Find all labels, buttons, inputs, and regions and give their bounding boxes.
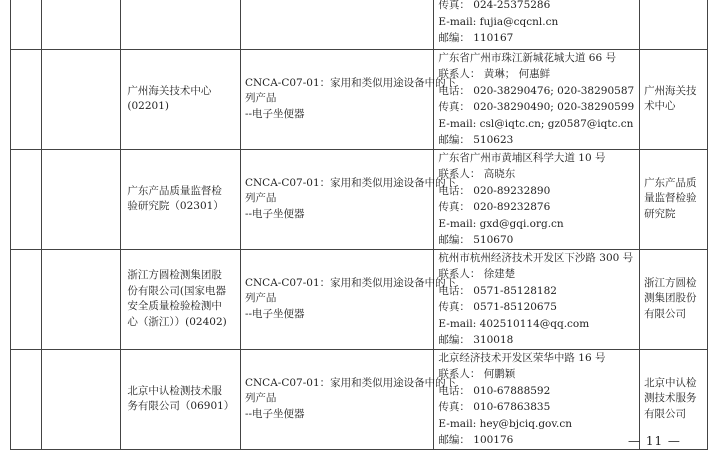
category-cell	[42, 49, 121, 149]
index-cell	[11, 349, 42, 449]
short-name-cell	[640, 249, 708, 349]
short-name-line: 有限公司	[644, 407, 687, 420]
organization-line: 验研究院（02301）	[127, 200, 224, 212]
short-name-line: 测集团股份	[644, 292, 697, 305]
organization-line: 北京中认检测技术服	[127, 384, 222, 397]
scope-cell	[240, 349, 457, 449]
index-cell	[11, 149, 42, 249]
contact-line: 电话： 010-67888592	[438, 384, 551, 397]
contact-line: 传真： 0571-85120675	[438, 301, 557, 313]
contact-line: E-mail: hey@bjciq.gov.cn	[438, 417, 573, 430]
organization-line: 浙江方圆检测集团股	[127, 269, 222, 281]
index-cell	[11, 49, 42, 149]
short-name-line: 量监督检验	[644, 192, 697, 205]
contact-line: 广东省广州市黄埔区科学大道 10 号	[438, 151, 606, 164]
contact-line: E-mail: gxd@gqi.org.cn	[438, 217, 564, 230]
contact-line: 联系人： 黄琳； 何惠鲜	[438, 68, 551, 80]
scope-line: --电子坐便器	[244, 307, 305, 320]
organization-line: 安全质量检验检测中	[127, 300, 222, 312]
contact-line: 联系人： 徐建楚	[438, 268, 516, 280]
organization-line: 广州海关技术中心	[127, 84, 212, 97]
scope-line: 列产品	[244, 92, 277, 105]
short-name-line: 北京中认检	[644, 376, 697, 389]
contact-line: E-mail: fujia@cqcnl.cn	[438, 15, 559, 28]
contact-line: 电话： 020-38290476; 020-38290587	[438, 84, 635, 97]
contact-line: E-mail: csl@iqtc.cn; gz0587@iqtc.cn	[438, 117, 634, 130]
contact-cell	[434, 149, 640, 249]
contact-cell	[434, 349, 640, 449]
short-name-line: 研究院	[644, 207, 676, 220]
organization-cell	[121, 49, 241, 149]
scope-cell	[240, 0, 433, 49]
contact-line: 联系人： 高晓东	[438, 168, 516, 180]
organization-line: (02201)	[127, 100, 170, 112]
scope-line: 列产品	[244, 292, 277, 305]
organization-cell	[121, 349, 241, 449]
lab-directory-table	[10, 0, 708, 450]
scope-line: CNCA-C07-01：家用和类似用途设备中的下	[244, 376, 457, 389]
short-name-cell	[640, 0, 708, 49]
short-name-line: 有限公司	[644, 307, 687, 320]
scope-cell	[240, 249, 457, 349]
table-row	[11, 249, 708, 349]
organization-cell	[121, 0, 241, 49]
contact-line: E-mail: 402510114@qq.com	[438, 317, 590, 330]
contact-cell	[434, 0, 640, 49]
contact-line: 联系人： 何鹏颖	[438, 368, 516, 380]
contact-line: 传真： 010-67863835	[438, 401, 551, 413]
scope-line: --电子坐便器	[244, 407, 305, 420]
organization-line: 心（浙江））(02402)	[127, 315, 227, 328]
category-cell	[42, 249, 121, 349]
short-name-line: 术中心	[644, 100, 676, 112]
short-name-line: 测技术服务	[644, 392, 697, 405]
contact-cell	[434, 49, 640, 149]
scope-line: --电子坐便器	[244, 107, 305, 120]
short-name-line: 广东产品质	[644, 176, 697, 189]
organization-line: 广东产品质量监督检	[127, 184, 222, 197]
scope-line: CNCA-C07-01：家用和类似用途设备中的下	[244, 176, 457, 189]
organization-line: 务有限公司（06901）	[127, 400, 235, 412]
table-row	[11, 0, 708, 49]
contact-line: 传真： 020-38290490; 020-38290599	[438, 101, 635, 113]
page-number: — 11 —	[628, 434, 681, 448]
category-cell	[42, 0, 121, 49]
organization-cell	[121, 249, 241, 349]
short-name-line: 广州海关技	[644, 84, 697, 97]
table-row	[11, 149, 708, 249]
contact-line: 传真： 020-89232876	[438, 201, 551, 213]
scope-line: 列产品	[244, 392, 277, 405]
scope-line: CNCA-C07-01：家用和类似用途设备中的下	[244, 276, 457, 289]
contact-line: 北京经济技术开发区荣华中路 16 号	[438, 351, 606, 364]
organization-line: 份有限公司(国家电器	[127, 284, 227, 297]
contact-line: 邮编： 100176	[438, 434, 514, 446]
contact-cell	[434, 249, 640, 349]
table-row	[11, 349, 708, 449]
contact-line: 邮编： 510623	[438, 134, 514, 146]
contact-line: 邮编： 110167	[438, 32, 514, 44]
contact-line: 邮编： 510670	[438, 234, 514, 246]
contact-line: 电话： 0571-85128182	[438, 284, 557, 297]
scope-cell	[240, 49, 457, 149]
scope-line: --电子坐便器	[244, 207, 305, 220]
short-name-line: 浙江方圆检	[644, 276, 697, 289]
contact-line: 邮编： 310018	[438, 334, 514, 346]
index-cell	[11, 0, 42, 49]
category-cell	[42, 349, 121, 449]
scope-line: CNCA-C07-01：家用和类似用途设备中的下	[244, 76, 457, 89]
table-row	[11, 49, 708, 149]
contact-line: 广东省广州市珠江新城花城大道 66 号	[438, 51, 616, 64]
organization-cell	[121, 149, 241, 249]
scope-cell	[240, 149, 457, 249]
category-cell	[42, 149, 121, 249]
contact-line: 传真： 024-25375286	[438, 0, 551, 11]
contact-line: 电话： 020-89232890	[438, 184, 551, 197]
short-name-cell	[640, 49, 708, 149]
index-cell	[11, 249, 42, 349]
contact-line: 杭州市杭州经济技术开发区下沙路 300 号	[438, 251, 634, 264]
scope-line: 列产品	[244, 192, 277, 205]
short-name-cell	[640, 149, 708, 249]
